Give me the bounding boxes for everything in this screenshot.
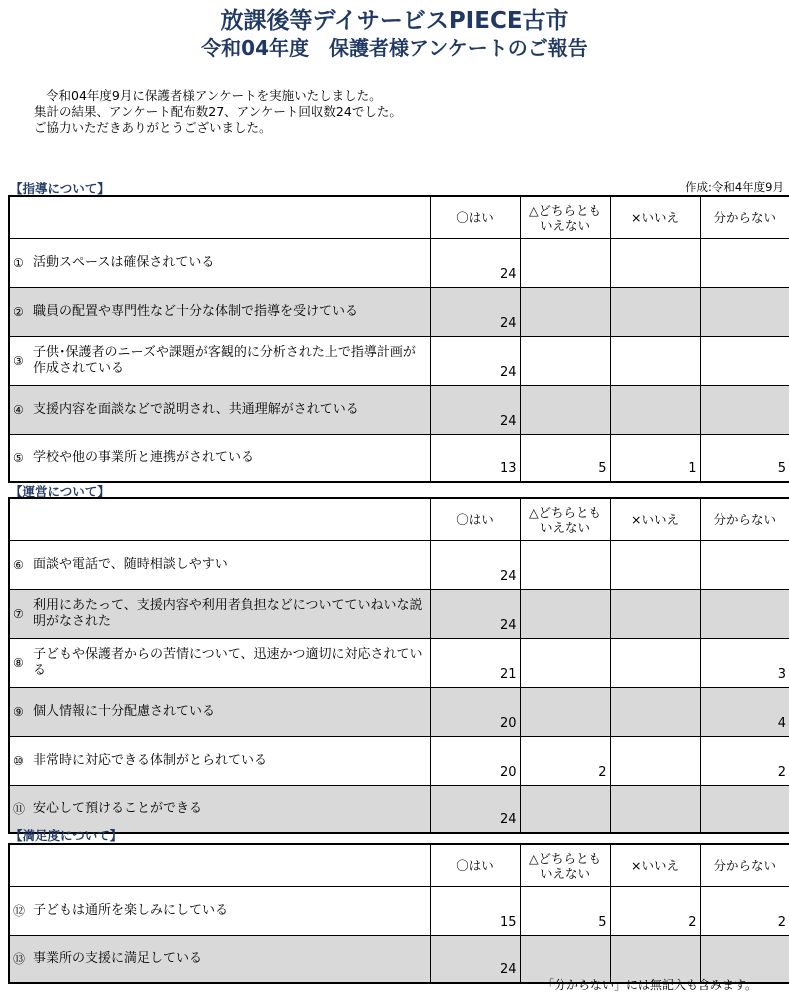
header-no-label: ×いいえ bbox=[631, 858, 679, 873]
count-yes: 24 bbox=[430, 786, 520, 834]
count-yes: 20 bbox=[430, 737, 520, 786]
header-unknown bbox=[700, 844, 789, 887]
header-no bbox=[610, 498, 700, 541]
page-title: 放課後等デイサービスPIECE古市 bbox=[220, 8, 569, 34]
question-cell bbox=[9, 688, 430, 737]
count-unknown: 2 bbox=[700, 737, 789, 786]
count-neither: 5 bbox=[520, 435, 610, 483]
intro-text bbox=[34, 88, 402, 136]
table-row bbox=[9, 435, 789, 483]
question-cell bbox=[9, 386, 430, 435]
header-neither bbox=[520, 498, 610, 541]
section-heading-guidance: 【指導について】 bbox=[10, 181, 110, 196]
question-cell bbox=[9, 590, 430, 639]
count-neither bbox=[520, 288, 610, 337]
question-text: 子供･保護者のニーズや課題が客観的に分析された上で指導計画が作成されている bbox=[33, 345, 416, 376]
count-neither bbox=[520, 688, 610, 737]
page-subtitle: 令和04年度 保護者様アンケートのご報告 bbox=[201, 36, 588, 60]
question-text: 子どもや保護者からの苦情について、迅速かつ適切に対応されている bbox=[33, 647, 423, 678]
count-yes: 21 bbox=[430, 639, 520, 688]
count-yes: 24 bbox=[430, 288, 520, 337]
count-unknown bbox=[700, 337, 789, 386]
question-number: ③ bbox=[13, 354, 24, 368]
intro-line: 令和04年度9月に保護者様アンケートを実施いたしました。 bbox=[46, 88, 382, 103]
question-number: ① bbox=[13, 256, 24, 270]
count-unknown bbox=[700, 786, 789, 834]
question-number: ⑧ bbox=[13, 656, 24, 670]
header-blank bbox=[9, 844, 430, 887]
count-unknown bbox=[700, 590, 789, 639]
count-yes: 15 bbox=[430, 887, 520, 936]
question-cell bbox=[9, 936, 430, 984]
count-no bbox=[610, 541, 700, 590]
header-yes bbox=[430, 196, 520, 239]
question-text: 個人情報に十分配慮されている bbox=[33, 704, 216, 719]
count-unknown: 2 bbox=[700, 887, 789, 936]
count-no bbox=[610, 337, 700, 386]
question-number: ⑥ bbox=[13, 558, 24, 572]
question-number: ⑩ bbox=[13, 754, 24, 768]
count-yes: 24 bbox=[430, 337, 520, 386]
count-neither bbox=[520, 239, 610, 288]
question-text: 子どもは通所を楽しみにしている bbox=[33, 903, 229, 918]
question-number: ⑤ bbox=[13, 451, 24, 465]
count-neither bbox=[520, 541, 610, 590]
header-unknown bbox=[700, 498, 789, 541]
count-unknown bbox=[700, 288, 789, 337]
count-neither bbox=[520, 590, 610, 639]
count-no bbox=[610, 590, 700, 639]
header-neither-label: △どちらとも いえない bbox=[528, 504, 602, 535]
count-neither bbox=[520, 639, 610, 688]
count-yes: 20 bbox=[430, 688, 520, 737]
count-unknown: 3 bbox=[700, 639, 789, 688]
header-neither-label: △どちらとも いえない bbox=[528, 202, 602, 233]
header-yes-label: 〇はい bbox=[456, 512, 494, 527]
count-yes: 24 bbox=[430, 239, 520, 288]
header-unknown-label: 分からない bbox=[713, 858, 776, 873]
header-yes-label: 〇はい bbox=[456, 858, 494, 873]
count-unknown bbox=[700, 386, 789, 435]
question-text: 安心して預けることができる bbox=[33, 801, 203, 816]
header-unknown bbox=[700, 196, 789, 239]
header-no bbox=[610, 844, 700, 887]
count-neither bbox=[520, 786, 610, 834]
count-neither bbox=[520, 337, 610, 386]
count-unknown bbox=[700, 541, 789, 590]
header-yes-label: 〇はい bbox=[456, 210, 494, 225]
section-heading-operation: 【運営について】 bbox=[10, 484, 110, 499]
table-row bbox=[9, 786, 789, 834]
question-text: 学校や他の事業所と連携がされている bbox=[33, 450, 255, 465]
section-heading-satisfaction: 【満足度について】 bbox=[10, 828, 123, 843]
table-row bbox=[9, 688, 789, 737]
header-blank bbox=[9, 196, 430, 239]
count-no: 1 bbox=[610, 435, 700, 483]
footnote: 「分からない」には無記入も含みます。 bbox=[541, 978, 757, 992]
count-neither bbox=[520, 386, 610, 435]
question-cell bbox=[9, 541, 430, 590]
count-no bbox=[610, 239, 700, 288]
question-text: 活動スペースは確保されている bbox=[33, 255, 215, 270]
header-no bbox=[610, 196, 700, 239]
question-number: ② bbox=[13, 305, 24, 319]
question-cell bbox=[9, 239, 430, 288]
question-cell bbox=[9, 435, 430, 483]
count-unknown: 4 bbox=[700, 688, 789, 737]
question-text: 利用にあたって、支援内容や利用者負担などについてていねいな説明がなされた bbox=[33, 598, 423, 629]
intro-line: ご協力いただきありがとうございました。 bbox=[34, 120, 272, 135]
count-yes: 24 bbox=[430, 386, 520, 435]
count-unknown: 5 bbox=[700, 435, 789, 483]
header-yes bbox=[430, 498, 520, 541]
table-row bbox=[9, 288, 789, 337]
count-no bbox=[610, 737, 700, 786]
question-cell bbox=[9, 639, 430, 688]
table-row bbox=[9, 541, 789, 590]
question-text: 非常時に対応できる体制がとられている bbox=[33, 753, 268, 768]
table-row bbox=[9, 737, 789, 786]
survey-table-operation bbox=[8, 497, 789, 834]
count-no bbox=[610, 639, 700, 688]
question-number: ⑨ bbox=[13, 705, 24, 719]
question-number: ④ bbox=[13, 403, 24, 417]
survey-table-satisfaction bbox=[8, 843, 789, 984]
table-row bbox=[9, 590, 789, 639]
question-cell bbox=[9, 887, 430, 936]
header-no-label: ×いいえ bbox=[631, 512, 679, 527]
count-no bbox=[610, 688, 700, 737]
header-no-label: ×いいえ bbox=[631, 210, 679, 225]
header-blank bbox=[9, 498, 430, 541]
question-cell bbox=[9, 288, 430, 337]
question-text: 面談や電話で、随時相談しやすい bbox=[33, 557, 228, 572]
created-date: 作成:令和4年度9月 bbox=[684, 180, 784, 194]
question-number: ⑦ bbox=[13, 607, 24, 621]
question-text: 支援内容を面談などで説明され、共通理解がされている bbox=[33, 402, 359, 417]
table-row bbox=[9, 239, 789, 288]
header-neither-label: △どちらとも いえない bbox=[528, 850, 602, 881]
count-yes: 24 bbox=[430, 590, 520, 639]
question-text: 事業所の支援に満足している bbox=[33, 951, 203, 966]
question-cell bbox=[9, 737, 430, 786]
count-neither: 5 bbox=[520, 887, 610, 936]
count-no bbox=[610, 786, 700, 834]
header-neither bbox=[520, 196, 610, 239]
intro-line: 集計の結果、アンケート配布数27、アンケート回収数24でした。 bbox=[34, 104, 402, 119]
header-unknown-label: 分からない bbox=[713, 210, 776, 225]
table-row bbox=[9, 386, 789, 435]
table-row bbox=[9, 639, 789, 688]
count-yes: 13 bbox=[430, 435, 520, 483]
question-number: ⑪ bbox=[13, 802, 26, 816]
table-row bbox=[9, 337, 789, 386]
question-number: ⑬ bbox=[13, 952, 26, 966]
question-cell bbox=[9, 337, 430, 386]
count-no: 2 bbox=[610, 887, 700, 936]
header-neither bbox=[520, 844, 610, 887]
question-text: 職員の配置や専門性など十分な体制で指導を受けている bbox=[33, 304, 359, 319]
count-no bbox=[610, 386, 700, 435]
table-row bbox=[9, 887, 789, 936]
count-neither: 2 bbox=[520, 737, 610, 786]
survey-table-guidance bbox=[8, 195, 789, 483]
count-unknown bbox=[700, 239, 789, 288]
count-no bbox=[610, 288, 700, 337]
count-yes: 24 bbox=[430, 541, 520, 590]
header-row bbox=[9, 196, 789, 239]
header-yes bbox=[430, 844, 520, 887]
header-row bbox=[9, 498, 789, 541]
question-number: ⑫ bbox=[13, 904, 26, 918]
header-row bbox=[9, 844, 789, 887]
count-yes: 24 bbox=[430, 936, 520, 984]
header-unknown-label: 分からない bbox=[713, 512, 776, 527]
